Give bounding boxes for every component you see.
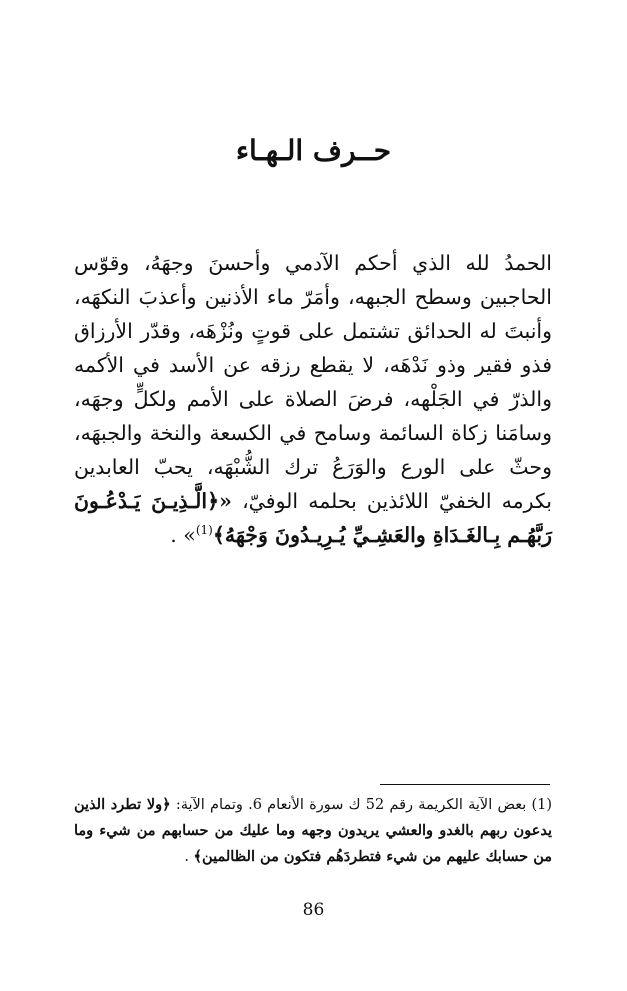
- footnote-ending: .: [184, 849, 189, 865]
- paragraph-text: الحمدُ لله الذي أحكم الآدمي وأحسنَ وجهَهُ، وقوّس الحاجبين وسطح الجبهه، وأمَرّ ماء الأذنين وأعذبَ النكهَه، وأنبتَ له الحدائق تشتمل على قوتٍ ونُزْهَه، وقدّر الأرزاق فذو فقير وذو نَدْهَه، لا يقطع رزقه عن الأسد في الأكمه والذرّ في الجَلْهه، فرضَ الصلاة على الأمم ولكلٍّ وجهَه، وسامَنا زكاة السائمة وسامح في الكسعة والنخة والجبهَه، وحثّ على الورع والوَرَعُ ترك الشُّبْهَه، يحبّ العابدين بكرمه الخفيّ اللائذين بحلمه الوفيّ،: [74, 251, 552, 513]
- page-number: 86: [302, 900, 325, 920]
- main-paragraph: [74, 246, 552, 552]
- chapter-title: حــرف الـهـاء: [235, 134, 392, 167]
- paragraph-ending: » .: [170, 523, 196, 547]
- footnote-separator: [380, 784, 550, 785]
- footnote-text: (1) بعض الآية الكريمة رقم 52 ك سورة الأنعام 6. وتمام الآية:: [175, 797, 553, 813]
- quranic-quote: «﴿الَّـذِيـنَ يَـدْعُـونَ رَبَّهُـم بِـالغَـدَاةِ والعَشِـيِّ يُـرِيـدُونَ وَجْهَهُ﴾: [74, 489, 552, 547]
- footnote-verse: ﴿ولا تطرد الذين يدعون ربهم بالغدو والعشي يريدون وجهه وما عليك من حسابهم من شيء وما من حسابك عليهم من شيء فتطردَهُم فتكون من الظالمين﴾: [74, 796, 552, 865]
- footnote-reference: (1): [195, 523, 213, 538]
- footnote: [74, 792, 552, 870]
